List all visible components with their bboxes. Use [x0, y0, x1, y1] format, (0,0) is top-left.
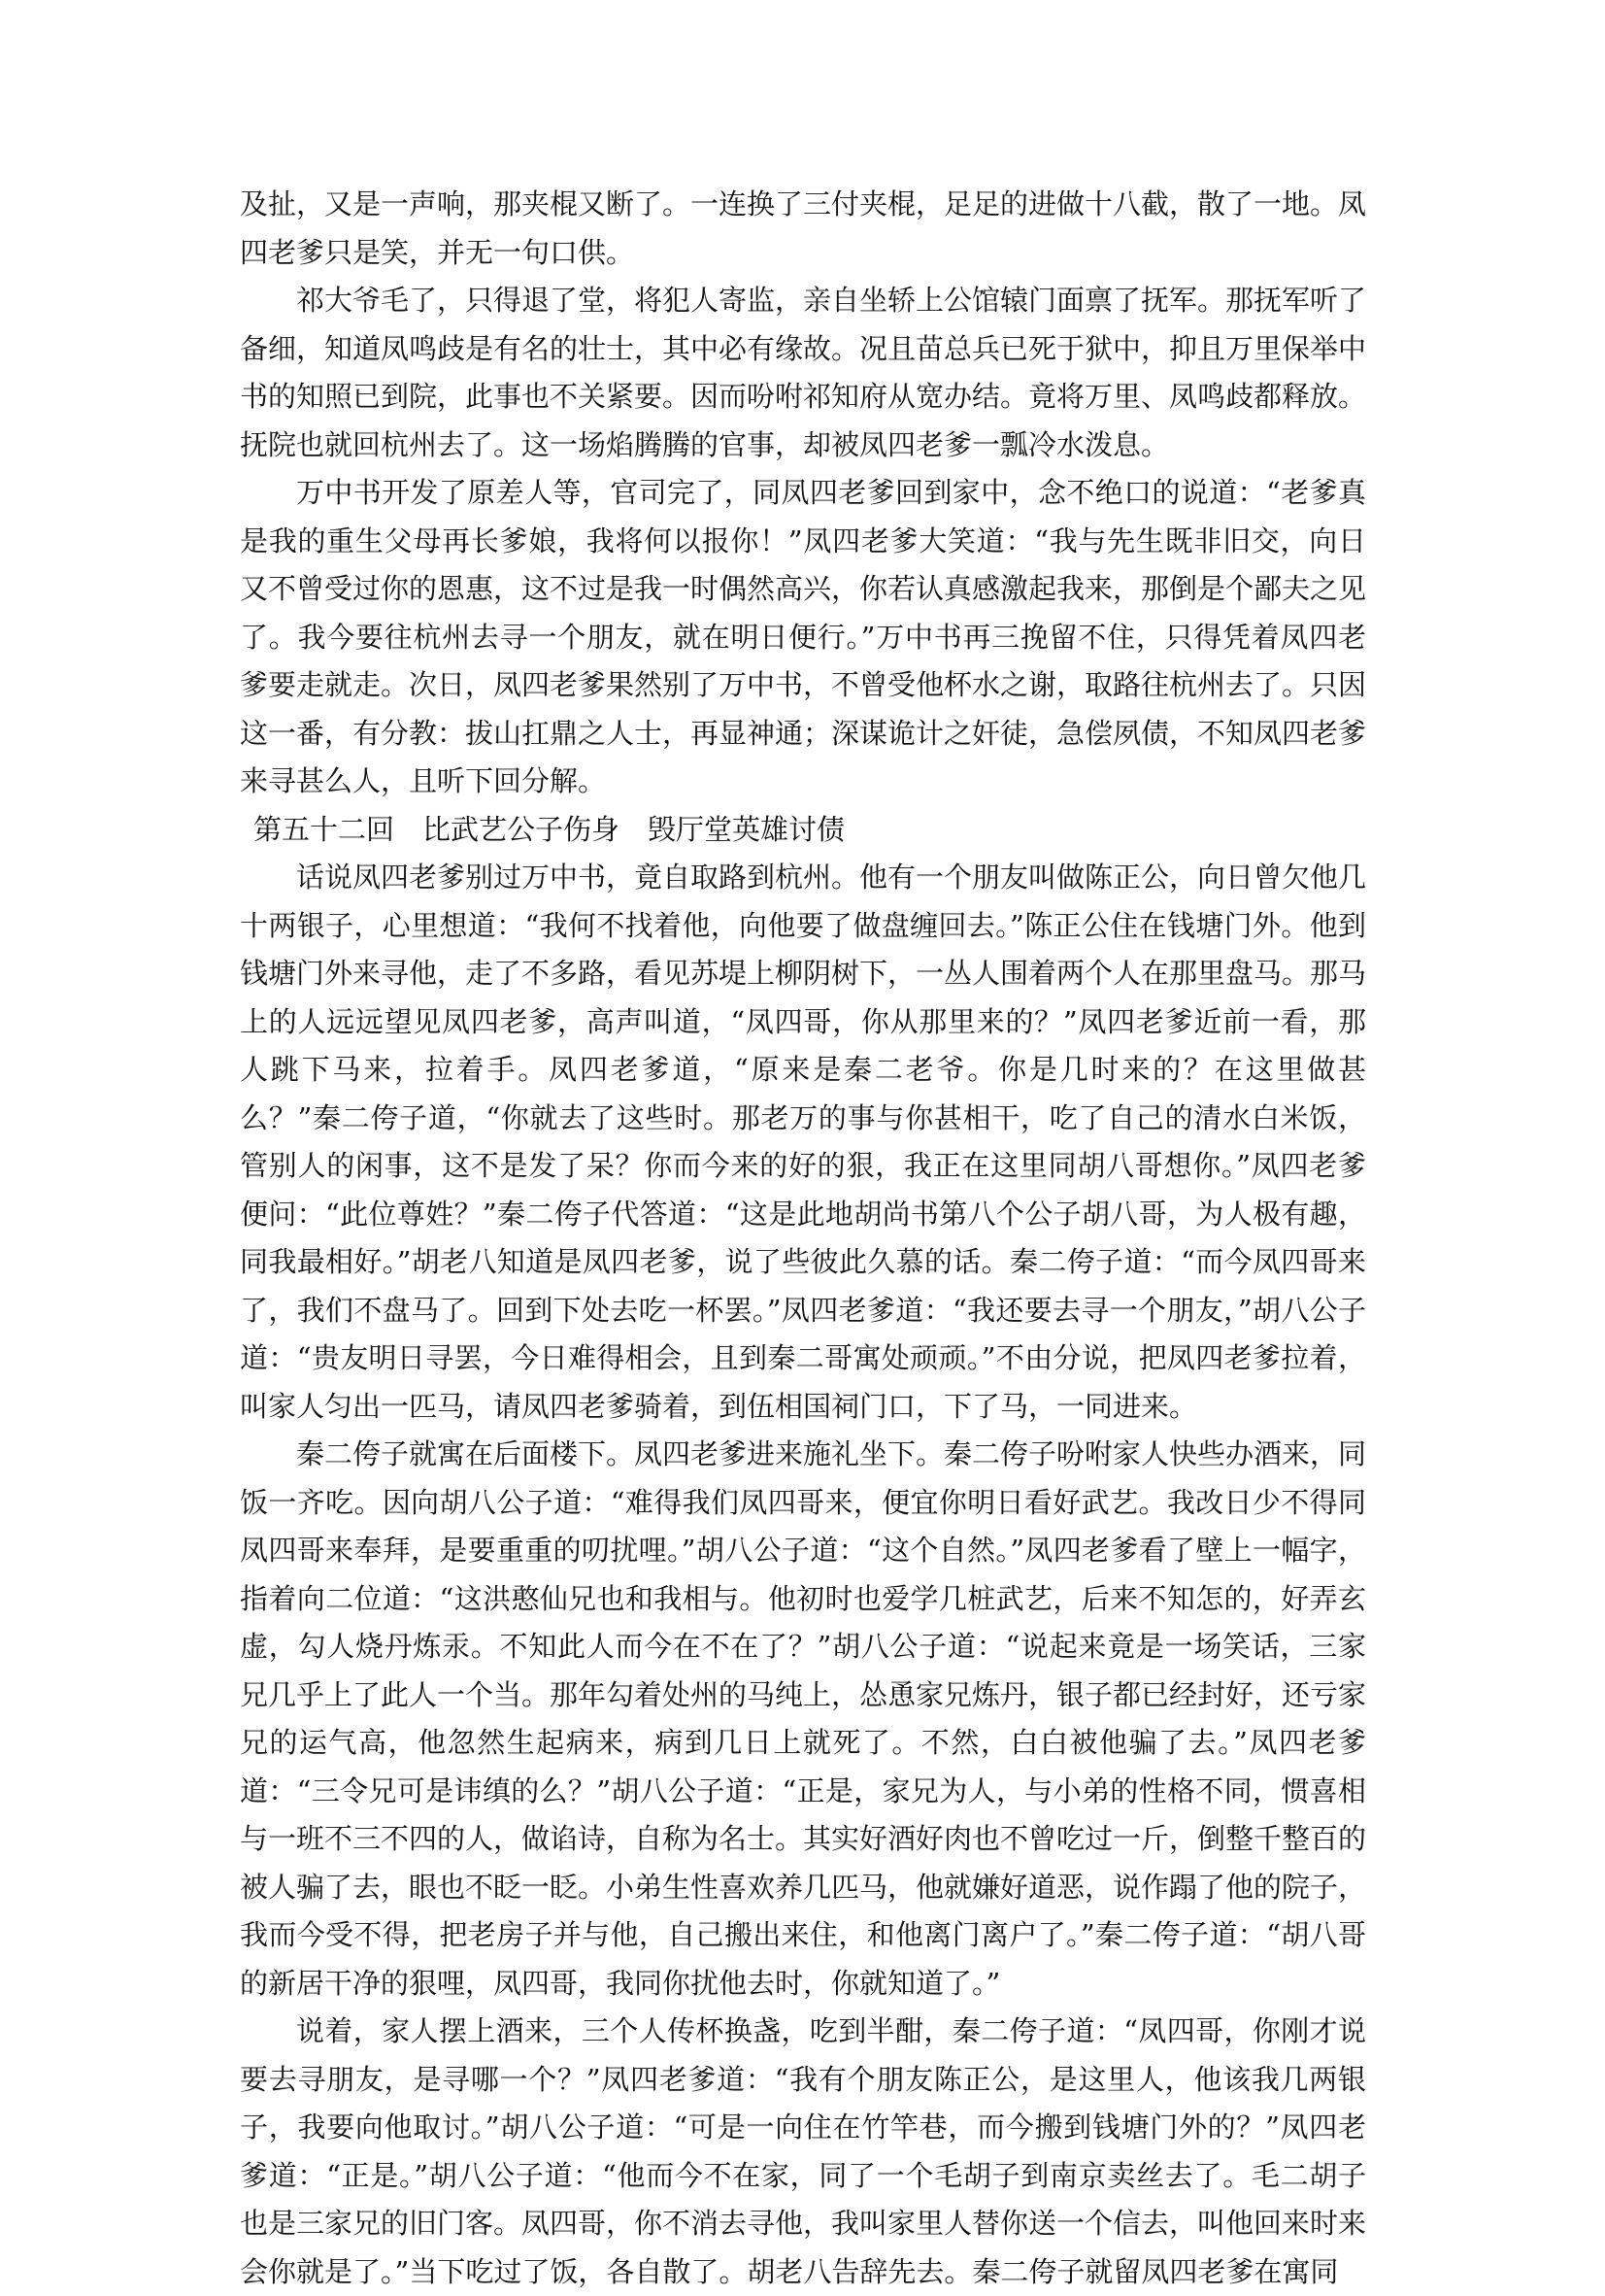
document-page	[240, 181, 1366, 2296]
paragraph: 话说凤四老爹别过万中书，竟自取路到杭州。他有一个朋友叫做陈正公，向日曾欠他几十两银子，心里想道：“我何不找着他，向他要了做盘缠回去。”陈正公住在钱塘门外。他到钱塘门外来寻他，走了不多路，看见苏堤上柳阴树下，一丛人围着两个人在那里盘马。那马上的人远远望见凤四老爹，高声叫道，“凤四哥，你从那里来的？”凤四老爹近前一看，那人跳下马来，拉着手。凤四老爹道，“原来是秦二老爷。你是几时来的？在这里做甚么？”秦二侉子道，“你就去了这些时。那老万的事与你甚相干，吃了自己的清水白米饭，管别人的闲事，这不是发了呆？你而今来的好的狠，我正在这里同胡八哥想你。”凤四老爹便问：“此位尊姓？”秦二侉子代答道：“这是此地胡尚书第八个公子胡八哥，为人极有趣，同我最相好。”胡老八知道是凤四老爹，说了些彼此久慕的话。秦二侉子道：“而今凤四哥来了，我们不盘马了。回到下处去吃一杯罢。”凤四老爹道：“我还要去寻一个朋友，”胡八公子道：“贵友明日寻罢，今日难得相会，且到秦二哥寓处顽顽。”不由分说，把凤四老爹拉着，叫家人匀出一匹马，请凤四老爹骑着，到伍相国祠门口，下了马，一同进来。	[240, 861, 1367, 1423]
paragraph: 秦二侉子就寓在后面楼下。凤四老爹进来施礼坐下。秦二侉子吩咐家人快些办酒来，同饭一齐吃。因向胡八公子道：“难得我们凤四哥来，便宜你明日看好武艺。我改日少不得同凤四哥来奉拜，是要重重的叨扰哩。”胡八公子道：“这个自然。”凤四老爹看了壁上一幅字，指着向二位道：“这洪憨仙兄也和我相与。他初时也爱学几桩武艺，后来不知怎的，好弄玄虚，勾人烧丹炼汞。不知此人而今在不在了？”胡八公子道：“说起来竟是一场笑话，三家兄几乎上了此人一个当。那年勾着处州的马纯上，怂恿家兄炼丹，银子都已经封好，还亏家兄的运气高，他忽然生起病来，病到几日上就死了。不然，白白被他骗了去。”凤四老爹道：“三令兄可是讳缜的么？”胡八公子道：“正是，家兄为人，与小弟的性格不同，惯喜相与一班不三不四的人，做谄诗，自称为名士。其实好酒好肉也不曾吃过一斤，倒整千整百的被人骗了去，眼也不眨一眨。小弟生性喜欢养几匹马，他就嫌好道恶，说作蹋了他的院子，我而今受不得，把老房子并与他，自己搬出来住，和他离门离户了。”秦二侉子道：“胡八哥的新居干净的狠哩，凤四哥，我同你扰他去时，你就知道了。”	[240, 1437, 1367, 2000]
paragraph: 祁大爷毛了，只得退了堂，将犯人寄监，亲自坐轿上公馆辕门面禀了抚军。那抚军听了备细，知道凤鸣歧是有名的壮士，其中必有缘故。况且苗总兵已死于狱中，抑且万里保举中书的知照已到院，此事也不关紧要。因而吩咐祁知府从宽办结。竟将万里、凤鸣歧都释放。抚院也就回杭州去了。这一场焰腾腾的官事，却被凤四老爹一瓢冷水泼息。	[240, 284, 1367, 461]
chapter-title: 第五十二回 比武艺公子伤身 毁厅堂英雄讨债	[253, 812, 846, 846]
paragraph: 万中书开发了原差人等，官司完了，同凤四老爹回到家中，念不绝口的说道：“老爹真是我的重生父母再长爹娘，我将何以报你！”凤四老爹大笑道：“我与先生既非旧交，向日又不曾受过你的恩惠，这不过是我一时偶然高兴，你若认真感激起我来，那倒是个鄙夫之见了。我今要往杭州去寻一个朋友，就在明日便行。”万中书再三挽留不住，只得凭着凤四老爹要走就走。次日，凤四老爹果然别了万中书，不曾受他杯水之谢，取路往杭州去了。只因这一番，有分教：拔山扛鼎之人士，再显神通；深谋诡计之奸徒，急偿夙债，不知凤四老爹来寻甚么人，且听下回分解。	[240, 476, 1367, 797]
paragraph-continuation: 及扯，又是一声响，那夹棍又断了。一连换了三付夹棍，足足的进做十八截，散了一地。凤四老爹只是笑，并无一句口供。	[240, 187, 1367, 269]
paragraph: 说着，家人摆上酒来，三个人传杯换盏，吃到半酣，秦二侉子道：“凤四哥，你刚才说要去寻朋友，是寻哪一个？”凤四老爹道：“我有个朋友陈正公，是这里人，他该我几两银子，我要向他取讨。”胡八公子道：“可是一向住在竹竿巷，而今搬到钱塘门外的？”凤四老爹道：“正是。”胡八公子道：“他而今不在家，同了一个毛胡子到南京卖丝去了。毛二胡子也是三家兄的旧门客。凤四哥，你不消去寻他，我叫家里人替你送一个信去，叫他回来时来会你就是了。”当下吃过了饭，各自散了。胡老八告辞先去。秦二侉子就留凤四老爹在寓同	[240, 2014, 1367, 2288]
